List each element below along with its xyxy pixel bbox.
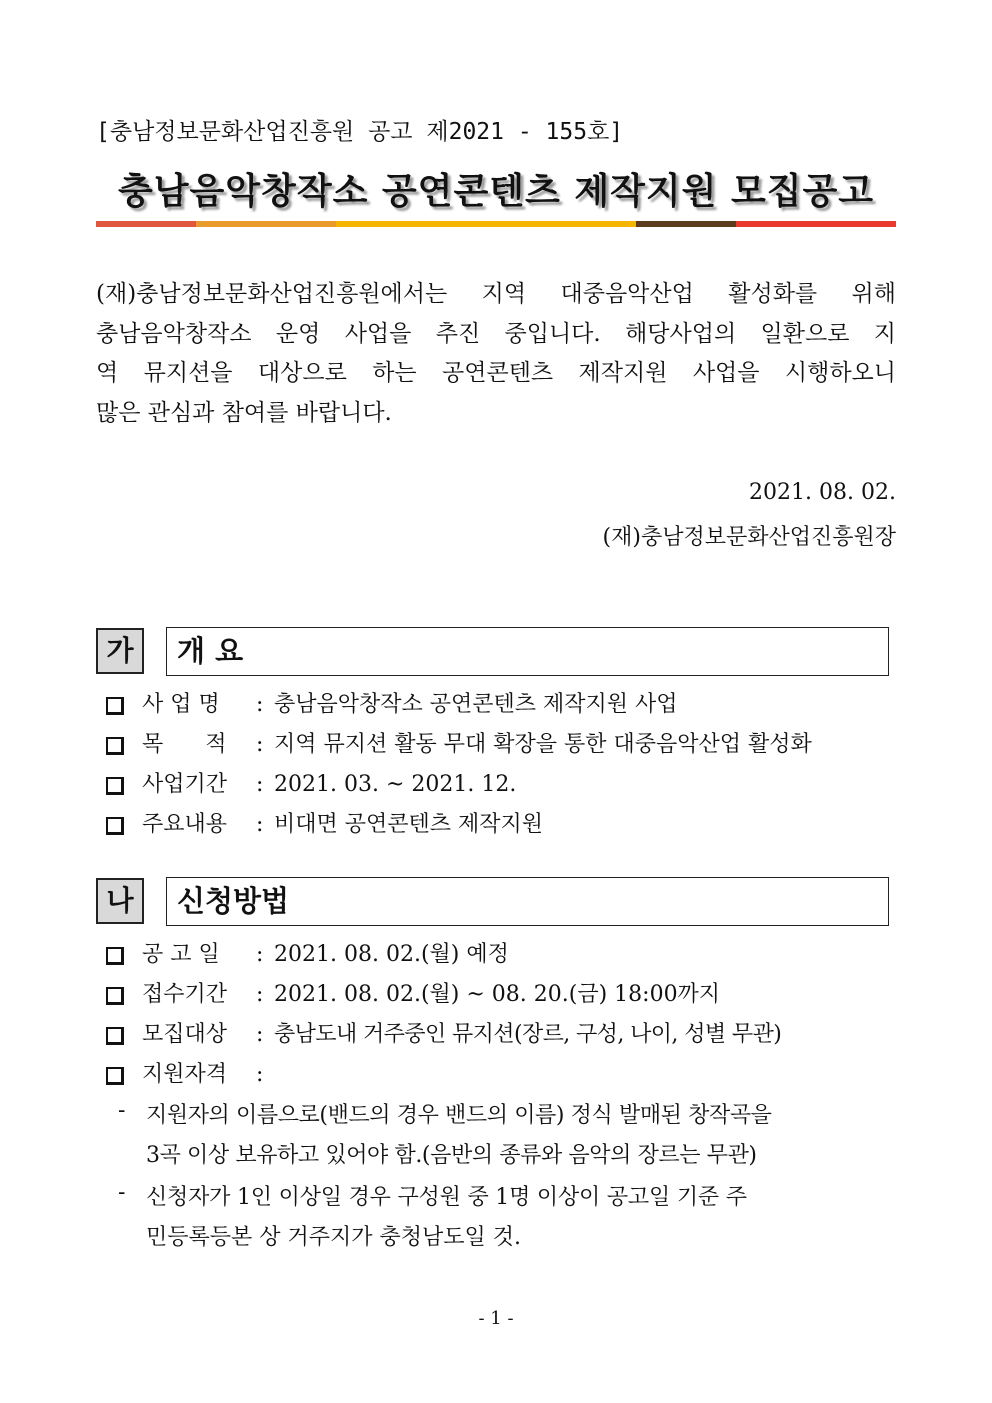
qualification-line: 신청자가 1인 이상일 경우 구성원 중 1명 이상이 공고일 기준 주	[146, 1185, 747, 1210]
item-label: 목 적	[142, 732, 227, 757]
qualification-line: 민등록등본 상 거주지가 충청남도일 것.	[146, 1225, 521, 1250]
item-label: 모집대상	[142, 1022, 228, 1047]
checkbox-icon	[106, 947, 124, 965]
checkbox-icon	[106, 1067, 124, 1085]
intro-paragraph	[96, 275, 896, 433]
intro-line: 역 뮤지션을 대상으로 하는 공연콘텐츠 제작지원 사업을 시행하오니	[96, 360, 896, 386]
section-b-marker: 나	[96, 878, 144, 924]
document-title: 충남음악창작소 공연콘텐츠 제작지원 모집공고	[117, 171, 875, 212]
item-label: 주요내용	[142, 812, 228, 837]
issuer-name: (재)충남정보문화산업진흥원장	[602, 525, 896, 550]
checkbox-icon	[106, 1027, 124, 1045]
checkbox-icon	[106, 737, 124, 755]
title-bar-segment	[336, 221, 636, 227]
checkbox-icon	[106, 987, 124, 1005]
item-value: 2021. 03. ~ 2021. 12.	[274, 772, 517, 797]
item-label: 지원자격	[142, 1062, 228, 1087]
notice-number: [충남정보문화산업진흥원 공고 제2021 - 155호]	[96, 119, 624, 145]
item-value: 비대면 공연콘텐츠 제작지원	[274, 812, 544, 837]
item-colon: :	[256, 1022, 264, 1047]
notice-date: 2021. 08. 02.	[749, 480, 896, 505]
item-value: 2021. 08. 02.(월) 예정	[274, 942, 509, 967]
item-colon: :	[256, 812, 264, 837]
item-colon: :	[256, 942, 264, 967]
section-a-marker: 가	[96, 628, 144, 674]
item-value: 충남도내 거주중인 뮤지션(장르, 구성, 나이, 성별 무관)	[274, 1022, 782, 1047]
qualification-line: 지원자의 이름으로(밴드의 경우 밴드의 이름) 정식 발매된 창작곡을	[146, 1103, 772, 1128]
intro-line: (재)충남정보문화산업진흥원에서는 지역 대중음악산업 활성화를 위해	[96, 281, 896, 307]
page-number: - 1 -	[478, 1308, 514, 1329]
item-label: 공 고 일	[142, 942, 220, 967]
item-colon: :	[256, 772, 264, 797]
item-colon: :	[256, 1062, 264, 1087]
qualification-line: 3곡 이상 보유하고 있어야 함.(음반의 종류와 음악의 장르는 무관)	[146, 1143, 757, 1168]
title-bar-segment	[96, 221, 196, 227]
item-colon: :	[256, 982, 264, 1007]
item-value: 충남음악창작소 공연콘텐츠 제작지원 사업	[274, 692, 678, 717]
item-label: 접수기간	[142, 982, 228, 1007]
item-label: 사 업 명	[142, 692, 220, 717]
checkbox-icon	[106, 817, 124, 835]
title-underline-bar	[96, 221, 896, 227]
item-colon: :	[256, 692, 264, 717]
item-label: 사업기간	[142, 772, 228, 797]
title-bar-segment	[736, 221, 896, 227]
title-bar-segment	[636, 221, 736, 227]
title-bar-segment	[196, 221, 336, 227]
section-a-title: 개 요	[166, 627, 889, 676]
intro-line: 많은 관심과 참여를 바랍니다.	[96, 399, 392, 426]
item-value: 2021. 08. 02.(월) ~ 08. 20.(금) 18:00까지	[274, 982, 721, 1007]
checkbox-icon	[106, 697, 124, 715]
dash-bullet: -	[118, 1098, 126, 1123]
checkbox-icon	[106, 777, 124, 795]
item-value: 지역 뮤지션 활동 무대 확장을 통한 대중음악산업 활성화	[274, 732, 812, 757]
intro-line: 충남음악창작소 운영 사업을 추진 중입니다. 해당사업의 일환으로 지	[96, 320, 896, 347]
dash-bullet: -	[118, 1180, 126, 1205]
item-colon: :	[256, 732, 264, 757]
section-b-title: 신청방법	[166, 877, 889, 926]
